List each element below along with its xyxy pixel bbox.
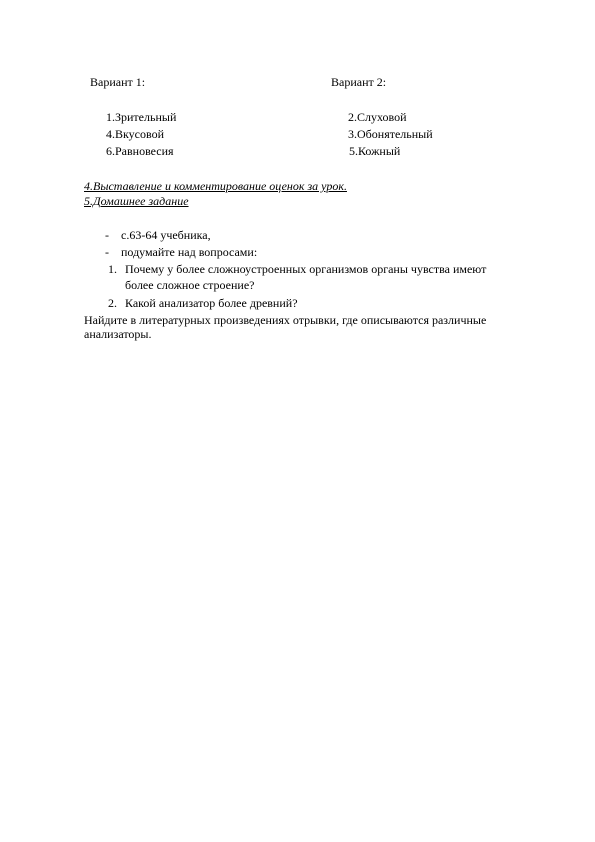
dash-item-text: подумайте над вопросами: [121, 245, 258, 259]
dash-marker: - [105, 245, 109, 259]
question-marker: 1. [108, 262, 117, 276]
variant-1-item: 1.Зрительный [106, 110, 177, 124]
dash-item-text: с.63-64 учебника, [121, 228, 211, 242]
grading-heading: 4.Выставление и комментирование оценок за урок. [84, 179, 347, 193]
question-text-line: более сложное строение? [125, 278, 255, 292]
variant-2-item: 2.Слуховой [348, 110, 407, 124]
question-text-line: Какой анализатор более древний? [125, 296, 298, 310]
final-task-paragraph: Найдите в литературных произведениях отрывки, где описываются различные анализаторы. [84, 313, 487, 341]
variant-2-item: 3.Обонятельный [348, 127, 433, 141]
variant-1-item: 4.Вкусовой [106, 127, 164, 141]
variant-1-title: Вариант 1: [90, 75, 146, 89]
variant-2-title: Вариант 2: [331, 75, 387, 89]
question-marker: 2. [108, 296, 117, 310]
variant-1-item: 6.Равновесия [106, 144, 174, 158]
dash-marker: - [105, 228, 109, 242]
homework-heading: 5.Домашнее задание [84, 194, 189, 208]
question-text-line: Почему у более сложноустроенных организмов органы чувства имеют [125, 262, 487, 276]
variant-2-item: 5.Кожный [349, 144, 401, 158]
